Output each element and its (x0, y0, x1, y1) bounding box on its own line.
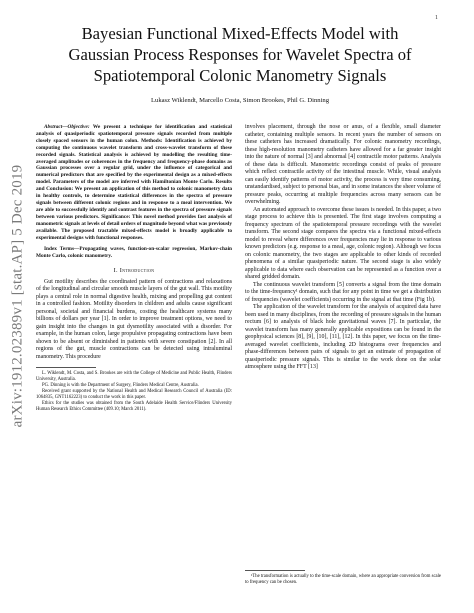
footnote: PG. Dinning is with the Department of Surgery, Flinders Medical Centre, Australia. (42, 383, 199, 389)
paper-title (40, 23, 440, 86)
page-number: 1 (435, 15, 438, 21)
abstract-label: Abstract—Objective: (44, 124, 90, 130)
right-column (245, 124, 441, 372)
arxiv-side-stamp (11, 146, 25, 446)
right-footnotes (245, 564, 441, 586)
body-paragraph: An automated approach to overcome these issues is needed. In this paper, a two stage process to achieve this is presented. The first stage involves computing a frequency spectrum of the spatiotemporal pressure recordings with the wavelet transform. The second stage compares the spectra via a functional mixed-effects model to reveal where differences over frequencies may lie in response to various known predictors (e.g. response to a meal, age, colonic region). Although we focus on colonic manometry, the two stages are applicable to other kinds of recorded phenomena of a similar quasiperiodic nature. The second stage is also widely applicable to data where each observation can be represented as a function over a shared gridded domain. (245, 206, 441, 280)
title-line: Spatiotemporal Colonic Manometry Signals (93, 66, 387, 85)
left-column (36, 124, 232, 413)
abstract-paragraph (36, 124, 232, 241)
footnote-rule (36, 367, 96, 368)
abstract-text: We present a technique for identification and statistical analysis of quasiperiodic spatiotemporal pressure signals recorded from multiple closely spaced sensors in the human colon. Methods: Identification is achieved by computing the continuous wavelet transform and cross-wavelet transform of these recorded signals. Statistical analysis is achieved by modelling the resulting time-averaged amplitudes or coherences in the frequency and frequency-phase domains as Gaussian processes over a regular grid, under the influence of categorical and numerical predictors that are specified by the experimental design as a mixed-effects model. Parameters of the model are inferred with Hamiltonian Monte Carlo. Results and Conclusion: We present an application of this method to colonic manometry data in healthy controls, to determine statistical differences in the spectra of pressure signals between different colonic regions and in response to a meal intervention. We are able to successfully identify and contrast features in the spectra of pressure signals between various predictors. Significance: This novel method provides fast analysis of manometric signals at levels of detail orders of magnitude beyond what was previously available. The proposed tractable mixed-effects model is broadly applicable to experimental designs with functional responses. (36, 124, 232, 241)
author-list: Lukasz Wiklendt, Marcello Costa, Simon Brookes, Phil G. Dinning (151, 97, 329, 104)
title-line: Gaussian Process Responses for Wavelet Spectra of (68, 45, 412, 64)
body-paragraph: Gut motility describes the coordinated pattern of contractions and relaxations of the longitudinal and circular smooth muscle layers of the gut wall. This motility plays a central role in normal digestive health, mixing and propelling gut content in a controlled fashion. Motility disorders in children and adults cause significant personal, societal and financial burdens, costing the healthcare systems many billions of dollars per year [1]. In order to improve treatment options, we need to gain insight into the changes in gut dysmotility associated with a disorder. For example, in the human colon, large propulsive propagating contractions have been shown to be absent or diminished in patients with severe constipation [2]. In all regions of the gut, muscle contractions can be detected using intraluminal manometry. This procedure (36, 278, 232, 360)
footnote: L. Wiklendt, M. Costa, and S. Brookes are with the College of Medicine and Public Health, Flinders University, Australia. (36, 371, 232, 383)
section-heading-introduction: I. Introduction (113, 267, 155, 275)
footnote-rule (245, 570, 305, 571)
footnote: Received grant supported by the National Health and Medical Research Council of Australia (ID: 1064835, GNT1162223) to conduct the work in this paper. (36, 389, 232, 401)
body-paragraph: The application of the wavelet transform for the analysis of acquired data have been used in many disciplines, from the recording of pressure signals in the human rectum [6] to analysis of black hole gravitational waves [7]. In particular, the wavelet transform has many generally applicable expositions can be found in the geophysical sciences [8], [9], [10], [11], [12]. In this paper, we focus on the time-averaged wavelet coefficients, including 2D histograms over frequencies and phase-differences between pairs of signals to get an estimate of propagation of quasiperiodic pressure signals. This is similar to the work done on the solar atmosphere using the FFT [13] (245, 304, 441, 370)
index-terms: Index Terms—Propagating waves, function-on-scalar regression, Markov-chain Monte Carlo, colonic manometry. (36, 246, 232, 260)
footnote: Ethics for the studies was obtained from the South Adelaide Health Service/Flinders University Human Research Ethics Committee (409.10; March 2011). (36, 401, 232, 413)
abstract (36, 124, 232, 241)
footnote: ¹The transformation is actually to the time-scale domain, where an appropriate conversion from scale to frequency can be chosen. (245, 574, 441, 585)
body-paragraph: The continuous wavelet transform [5] converts a signal from the time domain to the time-frequency¹ domain, such that for any point in time we get a distribution of frequencies (wavelet coefficients) occurring in the signal at that time (Fig 1b). (245, 281, 441, 303)
arxiv-identifier: arXiv:1912.02389v1 [stat.AP] 5 Dec 2019 (9, 164, 26, 428)
body-paragraph: involves placement, through the nose or anus, of a flexible, small diameter catheter, containing multiple sensors. In recent years the number of sensors on these catheters has increased dramatically. For colonic manometry recordings, these high-resolution manometry catheters have allowed for a far greater insight into the nature of normal [3] and abnormal [4] contractile motor patterns. Analysis of these data is difficult. Manometric recordings consist of peaks of pressure which reflect contractile activity of the intestinal muscle. While, visual analysis can easily identify patterns of motor activity, the process is very time consuming, unstandardised, subject to personal bias, and in some instances the sheer volume of pressure peaks, occurring at multiple frequencies across many sensors can be overwhelming. (245, 124, 441, 205)
title-line: Bayesian Functional Mixed-Effects Model with (81, 24, 399, 43)
